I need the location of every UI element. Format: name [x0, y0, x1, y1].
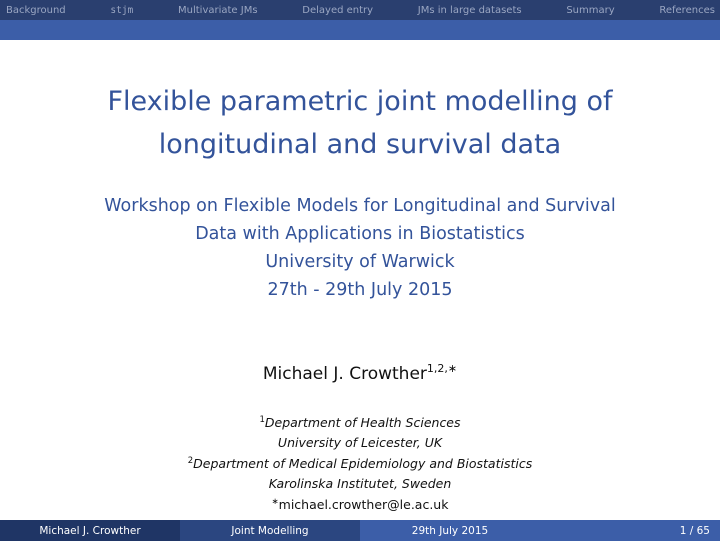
author-name: Michael J. Crowther	[262, 364, 427, 384]
affiliation-mark: 1	[259, 415, 265, 425]
affiliation-text: University of Leicester, UK	[277, 434, 443, 450]
nav-item-jms-large-datasets[interactable]: JMs in large datasets	[417, 4, 522, 16]
author-affiliation-marks: 1,2,∗	[426, 362, 458, 375]
nav-item-multivariate-jms[interactable]: Multivariate JMs	[178, 4, 258, 16]
nav-item-summary[interactable]: Summary	[566, 4, 615, 16]
nav-item-stjm[interactable]: stjm	[110, 4, 134, 16]
slide-title	[0, 80, 720, 166]
affiliation-text: Department of Health Sciences	[264, 415, 461, 430]
affiliation-text: Department of Medical Epidemiology and Biostatistics	[193, 456, 533, 471]
nav-item-delayed-entry[interactable]: Delayed entry	[302, 4, 374, 16]
nav-item-background[interactable]: Background	[6, 4, 66, 16]
header-subbar	[0, 20, 720, 40]
affiliation-line	[0, 433, 720, 453]
subtitle-line-1: Workshop on Flexible Models for Longitudinal and Survival	[104, 196, 616, 216]
title-line-2: longitudinal and survival data	[158, 129, 562, 160]
author	[0, 357, 720, 386]
affiliation-mark: 2	[187, 456, 194, 466]
affiliations	[0, 411, 720, 515]
footer-page-number: 1 / 65	[540, 520, 720, 541]
affiliation-line	[0, 452, 720, 474]
slide-footer	[0, 520, 720, 541]
section-navigation-bar	[0, 0, 720, 20]
affiliation-line	[0, 474, 720, 494]
subtitle-line-2: Data with Applications in Biostatistics	[195, 224, 525, 244]
nav-item-references[interactable]: References	[659, 4, 715, 16]
footer-title: Joint Modelling	[180, 520, 360, 541]
title-line-1: Flexible parametric joint modelling of	[107, 86, 613, 117]
subtitle-line-3: University of Warwick	[265, 252, 455, 272]
footer-date: 29th July 2015	[360, 520, 540, 541]
email-address: michael.crowther@le.ac.uk	[278, 497, 449, 512]
affiliation-text: Karolinska Institutet, Sweden	[268, 475, 452, 491]
subtitle-line-4: 27th - 29th July 2015	[267, 280, 453, 300]
affiliation-line	[0, 493, 720, 515]
affiliation-mark: ∗	[271, 497, 279, 507]
footer-author: Michael J. Crowther	[0, 520, 180, 541]
affiliation-line	[0, 411, 720, 433]
slide-subtitle	[0, 192, 720, 304]
